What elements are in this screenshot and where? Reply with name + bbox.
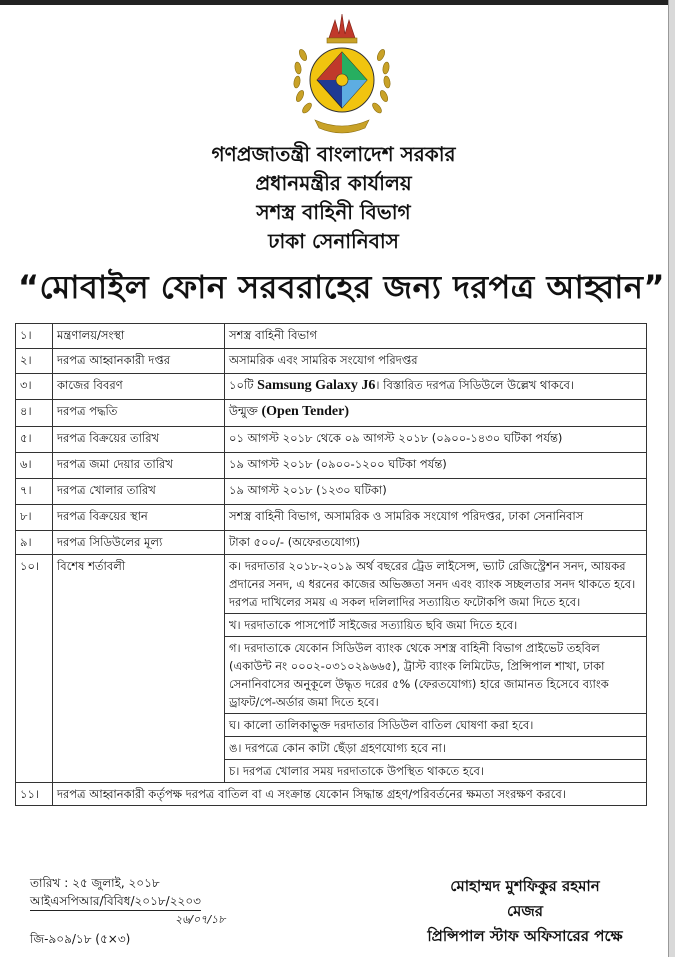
signature-block (400, 874, 650, 949)
item-quantity: ১০টি (229, 378, 254, 392)
clause-ga: গ। দরদাতাকে যেকোন সিডিউল ব্যাংক থেকে সশস্ত্র বাহিনী বিভাগ প্রাইভেট তহবিল (একাউন্ট নং ০০০২-০৩১০২৯৬৬৫), ট্রাস্ট ব্যাংক লিমিটেড, প্রিন্সিপাল শাখা, ঢাকা সেনানিবাসের অনুকূলে উদ্ধৃত দরের ৫% (ফেরতযোগ্য) হারে জামানত হিসেবে ব্যাংক ড্রাফট/পে-অর্ডার জমা দিতে হবে। (225, 637, 646, 714)
item-note: । বিস্তারিত দরপত্র সিডিউলে উল্লেখ থাকবে। (375, 378, 575, 392)
clause-ka: ক। দরদাতার ২০১৮-২০১৯ অর্থ বছরের ট্রেড লাইসেন্স, ভ্যাট রেজিস্ট্রেশন সনদ, আয়কর প্রদানের সনদ, এ ধরনের কাজের অভিজ্ঞতা সনদ এবং ব্যাংক সচ্ছলতার সনদ থাকতে হবে। দরপত্র দাখিলের সময় এ সকল দলিলাদির সত্যায়িত ফটোকপি জমা দিতে হবে। (225, 555, 646, 614)
method-bangla: উন্মুক্ত (229, 404, 258, 418)
row-label: দরপত্র খোলার তারিখ (53, 479, 225, 505)
row-number: ৪। (16, 400, 53, 427)
reference-block (30, 874, 225, 929)
handwritten-date: ২৬/০৭/১৮ (175, 913, 226, 926)
tender-headline: “মোবাইল ফোন সরবরাহের জন্য দরপত্র আহ্বান” (18, 268, 666, 306)
row-label: দরপত্র বিক্রয়ের স্থান (53, 505, 225, 531)
office-name: প্রধানমন্ত্রীর কার্যালয় (255, 171, 412, 195)
row-label: দরপত্র পদ্ধতি (53, 400, 225, 427)
emblem-icon (267, 8, 417, 143)
row-value: সশস্ত্র বাহিনী বিভাগ (225, 324, 647, 349)
row-number: ৭। (16, 479, 53, 505)
authority-note: দরপত্র আহ্বানকারী কর্তৃপক্ষ দরপত্র বাতিল বা এ সংক্রান্ত যেকোন সিদ্ধান্ত গ্রহণ/পরিবর্তনের ক্ষমতা সংরক্ষণ করবে। (53, 783, 647, 806)
table-row (16, 349, 647, 374)
row-label: দরপত্র বিক্রয়ের তারিখ (53, 427, 225, 453)
row-number: ৩। (16, 374, 53, 400)
table-row (16, 400, 647, 427)
clause-uma: ঙ। দরপত্রে কোন কাটা ছেঁড়া গ্রহণযোগ্য হবে না। (225, 737, 646, 760)
clause-cha: চ। দরপত্র খোলার সময় দরদাতাকে উপস্থিত থাকতে হবে। (229, 764, 484, 778)
row-value: ০১ আগস্ট ২০১৮ থেকে ০৯ আগস্ট ২০১৮ (০৯০০-১৪৩০ ঘটিকা পর্যন্ত) (225, 427, 647, 453)
clause-kha: খ। দরদাতাকে পাসপোর্ট সাইজের সত্যায়িত ছবি জমা দিতে হবে। (225, 614, 646, 637)
row-number: ১০। (16, 555, 53, 783)
signatory-capacity: প্রিন্সিপাল স্টাফ অফিসারের পক্ষে (427, 927, 623, 945)
row-number: ৯। (16, 531, 53, 555)
row-value: টাকা ৫০০/- (অফেরতযোগ্য) (225, 531, 647, 555)
advertisement-code: জি-৯০৯/১৮ (৫×৩) (30, 932, 131, 946)
table-row (16, 427, 647, 453)
row-number: ৫। (16, 427, 53, 453)
row-number: ৮। (16, 505, 53, 531)
item-model: Samsung Galaxy J6 (257, 378, 376, 393)
row-label: বিশেষ শর্তাবলী (53, 555, 225, 783)
special-conditions-row (16, 555, 647, 783)
table-row (16, 324, 647, 349)
clause-gha: ঘ। কালো তালিকাভুক্ত দরদাতার সিডিউল বাতিল ঘোষণা করা হবে। (225, 714, 646, 737)
row-label: দরপত্র জমা দেয়ার তারিখ (53, 453, 225, 479)
row-label: মন্ত্রণালয়/সংস্থা (53, 324, 225, 349)
row-label: দরপত্র আহ্বানকারী দপ্তর (53, 349, 225, 374)
table-row (16, 531, 647, 555)
signatory-rank: মেজর (506, 902, 544, 920)
special-conditions (225, 555, 647, 783)
office-header (0, 140, 675, 256)
issue-date: তারিখ : ২৫ জুলাই, ২০১৮ (30, 876, 160, 890)
row-number: ১। (16, 324, 53, 349)
table-row (16, 374, 647, 400)
method-english: (Open Tender) (261, 404, 350, 419)
row-number: ৬। (16, 453, 53, 479)
row-value (225, 400, 647, 427)
row-label: দরপত্র সিডিউলের মূল্য (53, 531, 225, 555)
division-name: সশস্ত্র বাহিনী বিভাগ (256, 200, 411, 224)
row-value (225, 374, 647, 400)
table-row (16, 453, 647, 479)
row-value: ১৯ আগস্ট ২০১৮ (০৯০০-১২০০ ঘটিকা পর্যন্ত) (225, 453, 647, 479)
table-row (16, 479, 647, 505)
signatory-name: মোহাম্মদ মুশফিকুর রহমান (450, 877, 600, 895)
government-name: গণপ্রজাতন্ত্রী বাংলাদেশ সরকার (211, 142, 456, 166)
row-value: অসামরিক এবং সামরিক সংযোগ পরিদপ্তর (225, 349, 647, 374)
row-value: সশস্ত্র বাহিনী বিভাগ, অসামরিক ও সামরিক সংযোগ পরিদপ্তর, ঢাকা সেনানিবাস (225, 505, 647, 531)
table-row (16, 505, 647, 531)
location-name: ঢাকা সেনানিবাস (268, 229, 399, 253)
row-number: ১১। (16, 783, 53, 806)
row-label: কাজের বিবরণ (53, 374, 225, 400)
row-number: ২। (16, 349, 53, 374)
row-value: ১৯ আগস্ট ২০১৮ (১২৩০ ঘটিকা) (225, 479, 647, 505)
authority-row (16, 783, 647, 806)
tender-details-table (15, 323, 647, 806)
reference-number: আইএসপিআর/বিবিধ/২০১৮/২২০৩ (30, 892, 201, 911)
top-border (0, 0, 675, 5)
